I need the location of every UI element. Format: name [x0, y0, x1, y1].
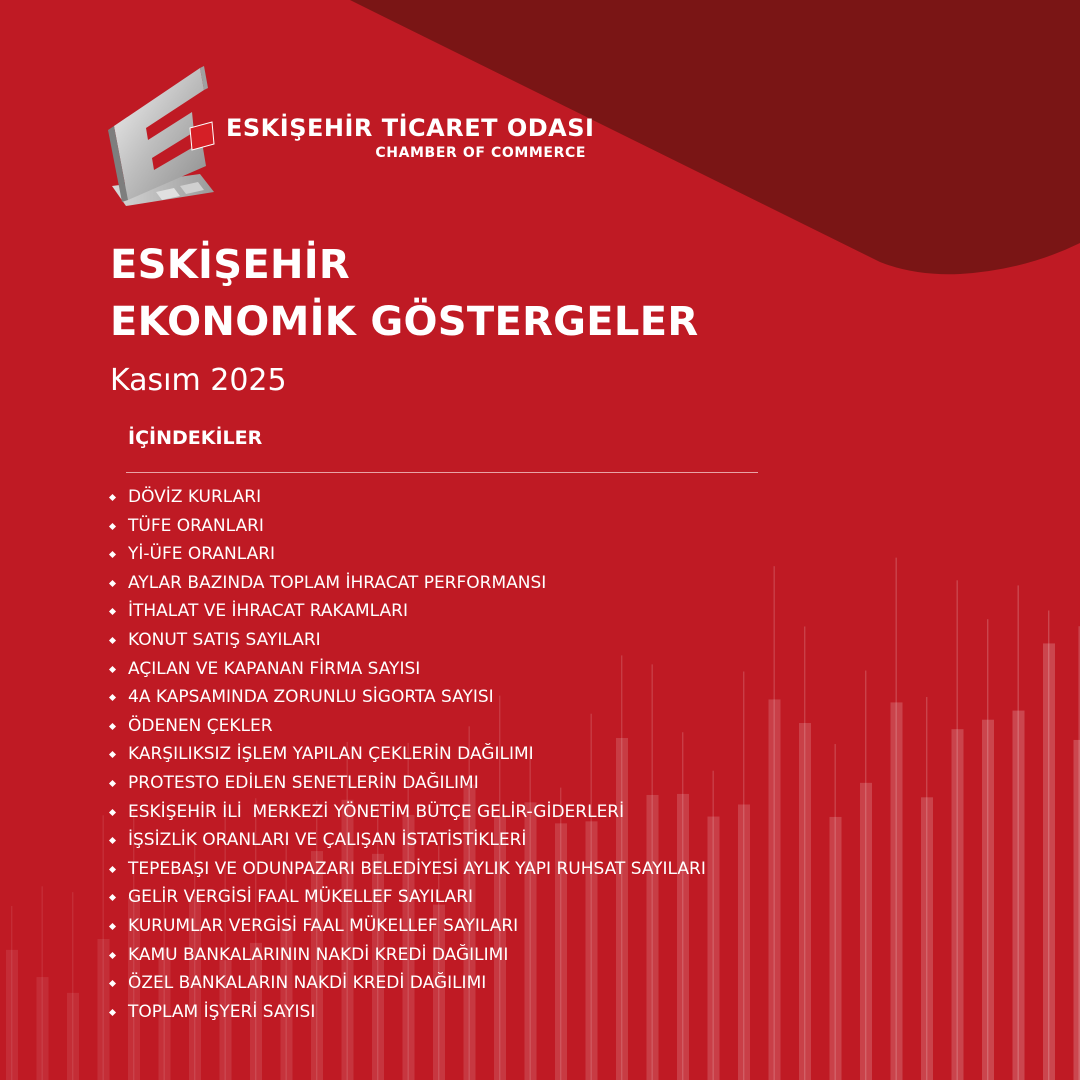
organization-name: ESKİŞEHİR TİCARET ODASI: [226, 114, 595, 142]
toc-item: [108, 597, 706, 626]
diamond-bullet-icon: [109, 523, 116, 530]
toc-heading: İÇİNDEKİLER: [128, 427, 263, 449]
diamond-bullet-icon: [109, 980, 116, 987]
toc-item-label: DÖVİZ KURLARI: [128, 487, 262, 507]
page-title-line-2: EKONOMİK GÖSTERGELER: [110, 299, 699, 345]
toc-item-label: TOPLAM İŞYERİ SAYISI: [128, 1001, 316, 1022]
toc-item-label: KARŞILIKSIZ İŞLEM YAPILAN ÇEKLERİN DAĞILIMI: [128, 744, 534, 765]
toc-item: [108, 540, 706, 569]
diamond-bullet-icon: [109, 551, 116, 558]
candle-body: [738, 804, 750, 1080]
toc-item-label: KURUMLAR VERGİSİ FAAL MÜKELLEF SAYILARI: [128, 915, 519, 936]
toc-item: [108, 712, 706, 741]
page-title-line-1: ESKİŞEHİR: [110, 242, 351, 288]
candle-body: [952, 729, 964, 1080]
toc-item-label: AÇILAN VE KAPANAN FİRMA SAYISI: [128, 658, 421, 679]
diamond-bullet-icon: [109, 751, 116, 758]
logo: [108, 66, 595, 216]
candle-body: [1013, 711, 1025, 1080]
diamond-bullet-icon: [109, 494, 116, 501]
toc-list: [108, 483, 706, 1026]
toc-item-label: ÖZEL BANKALARIN NAKDİ KREDİ DAĞILIMI: [128, 973, 487, 994]
toc-item-label: Yİ-ÜFE ORANLARI: [128, 544, 276, 565]
toc-item: [108, 769, 706, 798]
toc-item: [108, 655, 706, 684]
toc-item: [108, 626, 706, 655]
candle-body: [830, 817, 842, 1080]
toc-item: [108, 798, 706, 827]
candle-body: [921, 797, 933, 1080]
toc-item-label: GELİR VERGİSİ FAAL MÜKELLEF SAYILARI: [128, 887, 474, 908]
diamond-bullet-icon: [109, 580, 116, 587]
toc-item: [108, 998, 706, 1027]
toc-item-label: KONUT SATIŞ SAYILARI: [128, 629, 321, 650]
candle-body: [799, 723, 811, 1080]
diamond-bullet-icon: [109, 666, 116, 673]
toc-item-label: AYLAR BAZINDA TOPLAM İHRACAT PERFORMANSI: [128, 572, 547, 593]
toc-item: [108, 969, 706, 998]
diamond-bullet-icon: [109, 808, 116, 815]
toc-item: [108, 683, 706, 712]
toc-item: [108, 826, 706, 855]
toc-item-label: KAMU BANKALARININ NAKDİ KREDİ DAĞILIMI: [128, 944, 509, 965]
candle-body: [6, 950, 18, 1080]
diamond-bullet-icon: [109, 923, 116, 930]
toc-item-label: İŞSİZLİK ORANLARI VE ÇALIŞAN İSTATİSTİKLERİ: [128, 830, 527, 851]
ets-logo-mark-icon: [108, 66, 220, 214]
toc-item: [108, 483, 706, 512]
candle-body: [1043, 643, 1055, 1080]
diamond-bullet-icon: [109, 608, 116, 615]
toc-item: [108, 883, 706, 912]
diamond-bullet-icon: [109, 837, 116, 844]
toc-item: [108, 569, 706, 598]
candle-body: [37, 977, 49, 1080]
diamond-bullet-icon: [109, 780, 116, 787]
diamond-bullet-icon: [109, 951, 116, 958]
candle-body: [982, 720, 994, 1080]
toc-item: [108, 855, 706, 884]
toc-item-label: İTHALAT VE İHRACAT RAKAMLARI: [128, 601, 408, 622]
diamond-bullet-icon: [109, 694, 116, 701]
organization-subtitle: CHAMBER OF COMMERCE: [375, 145, 586, 161]
toc-item-label: ÖDENEN ÇEKLER: [128, 715, 273, 736]
candle-body: [860, 783, 872, 1080]
diamond-bullet-icon: [109, 894, 116, 901]
candle-body: [708, 817, 720, 1080]
diamond-bullet-icon: [109, 637, 116, 644]
toc-item: [108, 512, 706, 541]
toc-divider: [126, 472, 758, 473]
report-period: Kasım 2025: [110, 363, 287, 398]
diamond-bullet-icon: [109, 866, 116, 873]
diamond-bullet-icon: [109, 1009, 116, 1016]
candle-body: [1074, 740, 1080, 1080]
toc-item: [108, 912, 706, 941]
diamond-bullet-icon: [109, 723, 116, 730]
toc-item-label: TÜFE ORANLARI: [128, 515, 264, 536]
toc-item-label: PROTESTO EDİLEN SENETLERİN DAĞILIMI: [128, 772, 479, 793]
candle-body: [891, 702, 903, 1080]
toc-item-label: 4A KAPSAMINDA ZORUNLU SİGORTA SAYISI: [128, 687, 494, 708]
toc-item-label: ESKİŞEHİR İLİ MERKEZİ YÖNETİM BÜTÇE GELİR-GİDERLERİ: [128, 801, 625, 822]
toc-item-label: TEPEBAŞI VE ODUNPAZARI BELEDİYESİ AYLIK YAPI RUHSAT SAYILARI: [128, 858, 706, 879]
candle-body: [67, 993, 79, 1080]
toc-item: [108, 941, 706, 970]
toc-item: [108, 740, 706, 769]
candle-body: [769, 699, 781, 1080]
